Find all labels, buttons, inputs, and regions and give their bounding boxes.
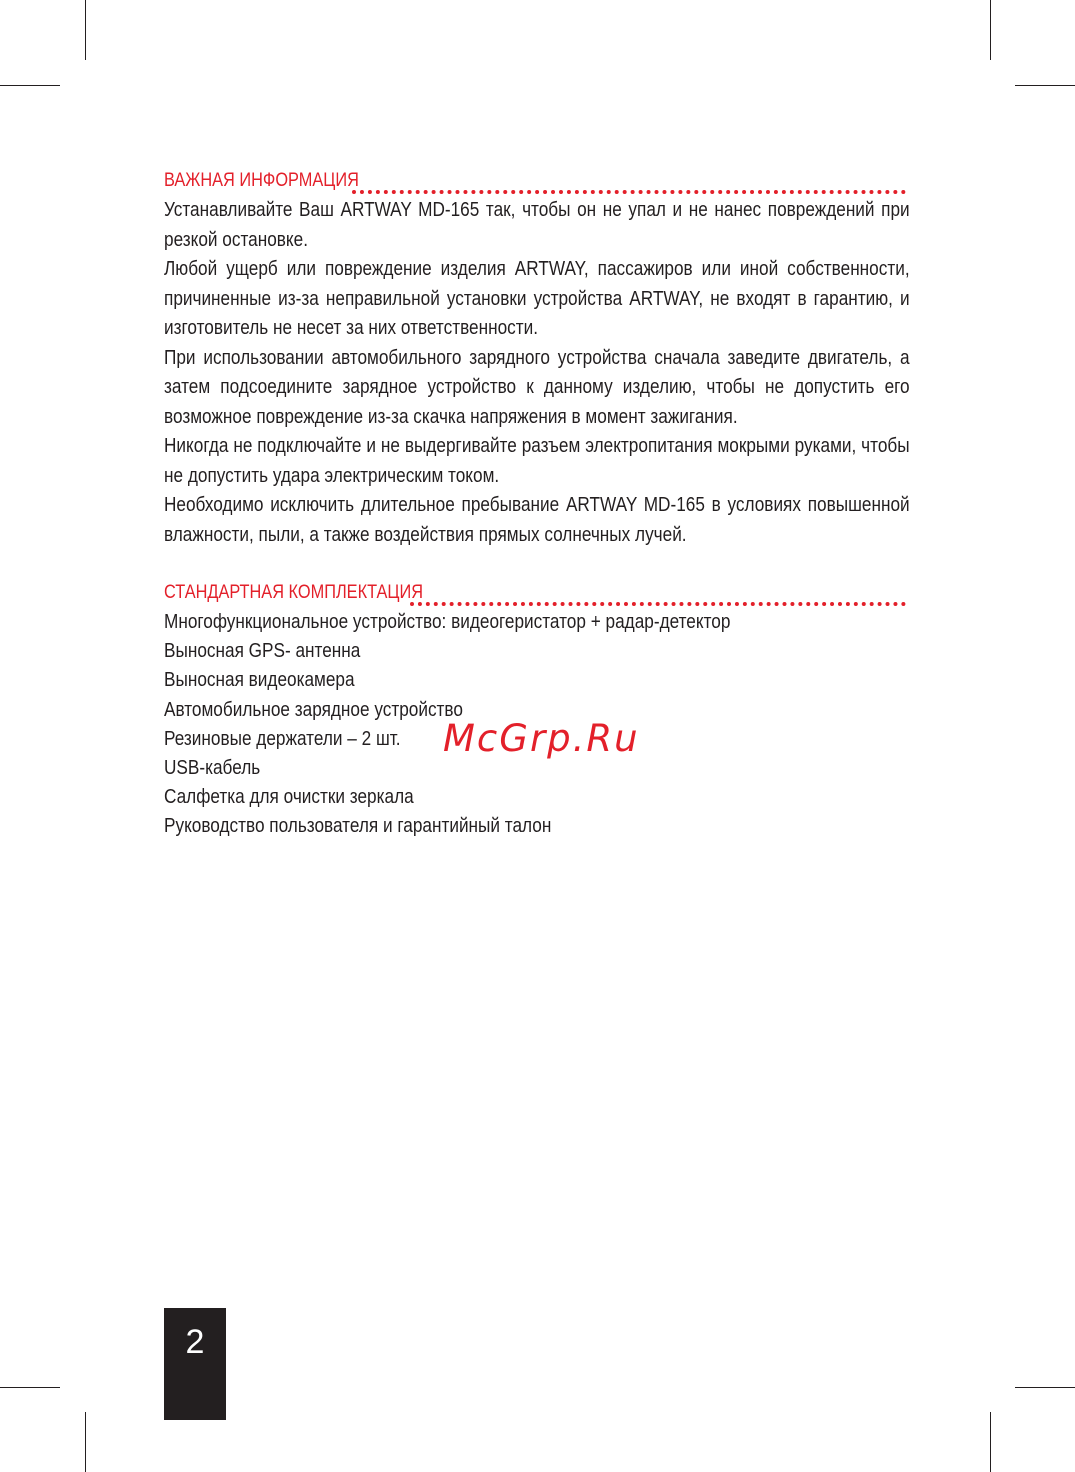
page-number-box — [164, 1308, 226, 1420]
crop-mark — [990, 1412, 991, 1472]
section-heading-row — [164, 168, 910, 196]
crop-mark — [0, 85, 60, 86]
crop-mark — [0, 1387, 60, 1388]
paragraph: При использовании автомобильного зарядного устройства сначала заведите двигатель, а затем подсоедините зарядное устройство к данному изделию, чтобы не допустить его возможное повреждение из-за скачка напряжения в момент зажигания. — [164, 346, 910, 428]
paragraph: Никогда не подключайте и не выдергивайте разъем электропитания мокрыми руками, чтобы не допустить удара электрическим током. — [164, 435, 910, 487]
crop-mark — [1015, 1387, 1075, 1388]
leader-dots — [410, 580, 906, 606]
list-item: Выносная видеокамера — [164, 669, 355, 692]
list-item: Салфетка для очистки зеркала — [164, 786, 414, 809]
list-item: Автомобильное зарядное устройство — [164, 698, 463, 721]
section-heading-row — [164, 580, 910, 608]
page-number: 2 — [185, 1323, 205, 1361]
list-item: Резиновые держатели – 2 шт. — [164, 727, 401, 750]
crop-mark — [990, 0, 991, 60]
crop-mark — [85, 0, 86, 60]
watermark: McGrp.Ru — [443, 717, 640, 760]
paragraph: Необходимо исключить длительное пребывание ARTWAY MD-165 в условиях повышенной влажности, пыли, а также воздействия прямых солнечных лучей. — [164, 494, 910, 546]
list-item: Выносная GPS- антенна — [164, 640, 361, 663]
section-heading-important: ВАЖНАЯ ИНФОРМАЦИЯ — [164, 170, 359, 191]
paragraph: Устанавливайте Ваш ARTWAY MD-165 так, чтобы он не упал и не нанес повреждений при резкой остановке. — [164, 199, 910, 251]
crop-mark — [85, 1412, 86, 1472]
section-heading-package: СТАНДАРТНАЯ КОМПЛЕКТАЦИЯ — [164, 582, 424, 603]
leader-dots — [352, 168, 906, 194]
paragraph: Любой ущерб или повреждение изделия ARTWAY, пассажиров или иной собственности, причиненные из-за неправильной установки устройства ARTWAY, не входят в гарантию, и изготовитель не несет за них ответственности. — [164, 258, 910, 339]
list-item: USB-кабель — [164, 757, 261, 780]
list-item: Многофункциональное устройство: видеогеристатор + радар-детектор — [164, 611, 731, 633]
list-item: Руководство пользователя и гарантийный талон — [164, 815, 552, 838]
crop-mark — [1015, 85, 1075, 86]
